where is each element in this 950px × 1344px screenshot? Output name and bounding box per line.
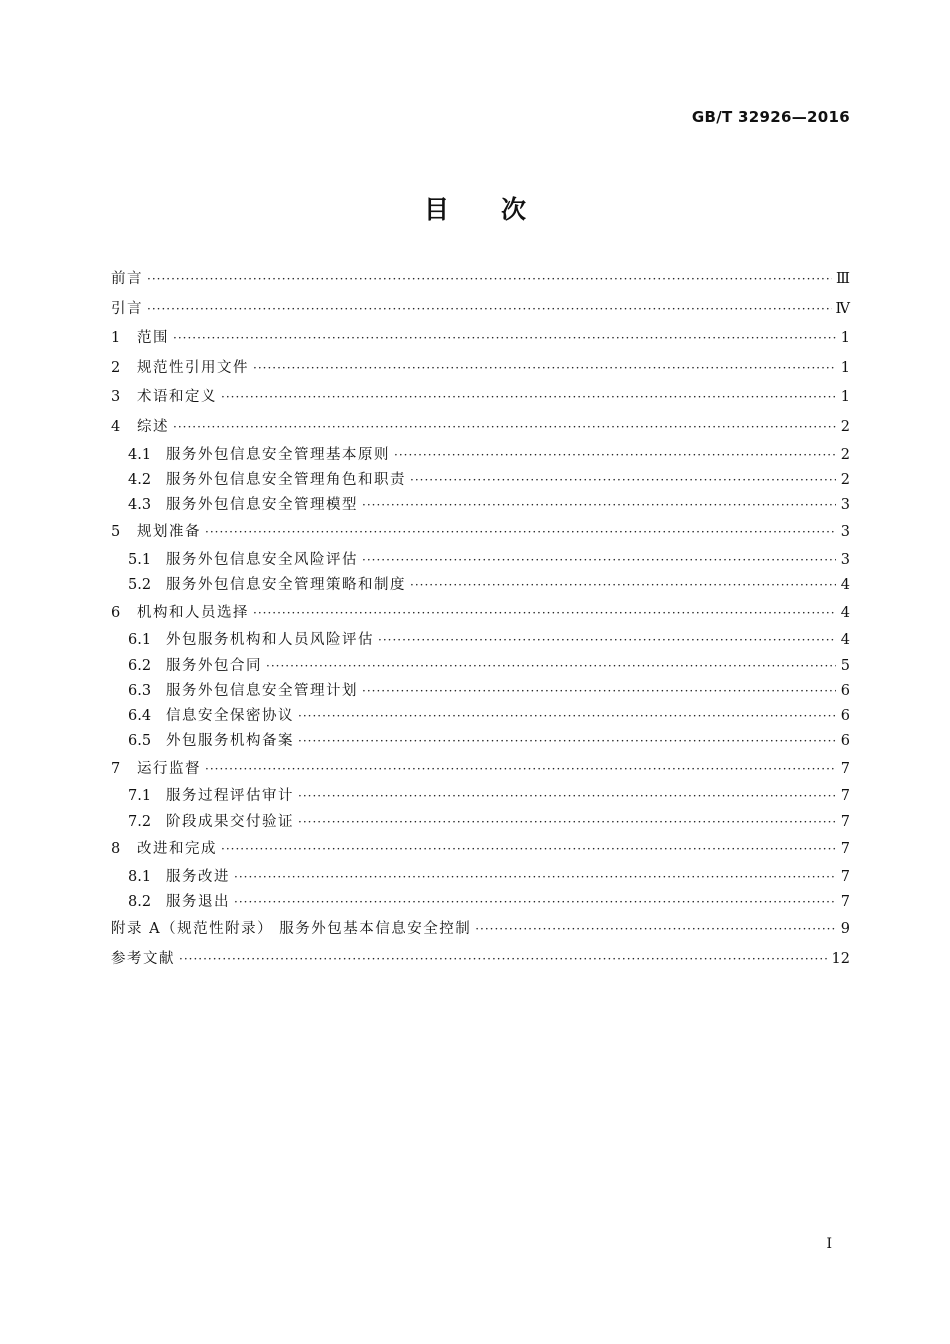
toc-entry[interactable]	[111, 468, 850, 493]
toc-entry-page: 5	[840, 657, 850, 674]
toc-entry-label: 综述	[137, 418, 169, 435]
toc-entry-label: 服务外包合同	[166, 657, 262, 674]
toc-entry-label: 服务外包信息安全管理角色和职责	[166, 471, 406, 488]
toc-entry-page: 7	[840, 813, 850, 830]
toc-leader-dots	[362, 493, 836, 518]
toc-leader-dots	[179, 945, 828, 975]
toc-leader-dots	[378, 628, 836, 653]
toc-entry[interactable]	[111, 493, 850, 518]
toc-entry-page: 4	[840, 577, 850, 594]
toc-entry-page: 3	[840, 497, 850, 514]
toc-entry-number: 6.2	[128, 657, 152, 674]
toc-entry-label: 改进和完成	[137, 840, 217, 857]
toc-entry-number: 6.5	[128, 733, 152, 750]
toc-entry-label: 服务外包信息安全管理模型	[166, 497, 358, 514]
toc-leader-dots	[298, 810, 836, 835]
toc-leader-dots	[173, 413, 836, 443]
document-code: GB/T 32926—2016	[691, 108, 850, 126]
toc-entry-number: 4.3	[128, 497, 152, 514]
toc-entry-label: 前言	[111, 271, 143, 287]
toc-entry-page: 3	[840, 524, 850, 541]
toc-leader-dots	[234, 890, 836, 915]
toc-entry-page: 12	[831, 950, 850, 967]
toc-entry-label: 外包服务机构备案	[166, 733, 294, 750]
toc-entry[interactable]	[111, 443, 850, 468]
toc-entry-number: 3	[111, 389, 121, 406]
toc-entry-page: 6	[840, 733, 850, 750]
toc-entry[interactable]	[111, 704, 850, 729]
toc-leader-dots	[394, 443, 836, 468]
toc-entry-number: 4.1	[128, 446, 152, 463]
toc-leader-dots	[362, 548, 836, 573]
toc-entry-page: Ⅲ	[836, 271, 850, 287]
toc-entry[interactable]	[111, 835, 850, 865]
toc-entry-page: 2	[840, 471, 850, 488]
toc-leader-dots	[266, 654, 836, 679]
toc-leader-dots	[234, 865, 836, 890]
toc-leader-dots	[221, 835, 836, 865]
toc-entry-page: 1	[840, 359, 850, 376]
page-number: Ⅰ	[826, 1236, 832, 1252]
toc-entry-number: 6.3	[128, 682, 152, 699]
toc-entry[interactable]	[111, 265, 850, 295]
toc-entry-page: 4	[840, 632, 850, 649]
table-of-contents	[111, 265, 850, 974]
toc-entry-label: 服务外包信息安全管理策略和制度	[166, 577, 406, 594]
toc-entry[interactable]	[111, 784, 850, 809]
toc-entry-number: 4	[111, 418, 121, 435]
toc-leader-dots	[410, 573, 836, 598]
toc-entry-number: 6	[111, 604, 121, 621]
toc-entry[interactable]	[111, 413, 850, 443]
toc-entry[interactable]	[111, 654, 850, 679]
toc-entry-page: 4	[840, 604, 850, 621]
toc-leader-dots	[362, 679, 836, 704]
toc-entry-number: 8.2	[128, 893, 152, 910]
toc-entry-label: 参考文献	[111, 950, 175, 967]
toc-entry-page: 7	[840, 893, 850, 910]
toc-entry[interactable]	[111, 679, 850, 704]
toc-entry-label: 范围	[137, 330, 169, 347]
toc-entry[interactable]	[111, 865, 850, 890]
toc-entry-number: 1	[111, 330, 121, 347]
toc-entry-number: 5.1	[128, 552, 152, 569]
toc-entry-page: 7	[840, 840, 850, 857]
toc-leader-dots	[205, 755, 836, 785]
toc-entry-page: 2	[840, 418, 850, 435]
toc-entry-number: 5.2	[128, 577, 152, 594]
toc-leader-dots	[173, 324, 836, 354]
toc-entry-label: 阶段成果交付验证	[166, 813, 294, 830]
toc-entry-number: 8.1	[128, 868, 152, 885]
toc-entry-label: 规划准备	[137, 524, 201, 541]
toc-entry-label: 服务外包信息安全管理计划	[166, 682, 358, 699]
toc-entry[interactable]	[111, 755, 850, 785]
toc-leader-dots	[475, 915, 836, 945]
toc-heading: 目次	[423, 195, 578, 224]
toc-leader-dots	[253, 354, 836, 384]
toc-entry-label: 机构和人员选择	[137, 604, 249, 621]
toc-entry-label: 服务退出	[166, 893, 230, 910]
toc-entry-number: 8	[111, 840, 121, 857]
toc-entry[interactable]	[111, 810, 850, 835]
toc-entry-number: 6.4	[128, 708, 152, 725]
toc-entry-number: 6.1	[128, 632, 152, 649]
toc-entry-page: 6	[840, 682, 850, 699]
toc-entry-page: 7	[840, 788, 850, 805]
toc-entry-label: 服务过程评估审计	[166, 788, 294, 805]
toc-entry-number: 7.1	[128, 788, 152, 805]
toc-entry-page: 9	[840, 921, 850, 938]
toc-entry-page: 7	[840, 868, 850, 885]
toc-leader-dots	[410, 468, 836, 493]
toc-entry-label: 术语和定义	[137, 389, 217, 406]
toc-leader-dots	[298, 729, 836, 754]
toc-entry[interactable]	[111, 915, 850, 945]
toc-entry-page: 3	[840, 552, 850, 569]
toc-entry[interactable]	[111, 383, 850, 413]
toc-entry-label: 服务改进	[166, 868, 230, 885]
toc-entry-label: 信息安全保密协议	[166, 708, 294, 725]
toc-entry-label: 附录 A（规范性附录） 服务外包基本信息安全控制	[111, 921, 472, 938]
toc-entry-page: Ⅳ	[835, 300, 850, 317]
toc-entry-label: 运行监督	[137, 760, 201, 777]
toc-entry-number: 7	[111, 760, 121, 777]
toc-entry[interactable]	[111, 945, 850, 975]
toc-entry-label: 服务外包信息安全风险评估	[166, 552, 358, 569]
toc-entry[interactable]	[111, 295, 850, 325]
toc-entry-page: 2	[840, 446, 850, 463]
toc-entry-label: 引言	[111, 300, 143, 317]
toc-entry-label: 外包服务机构和人员风险评估	[166, 632, 374, 649]
toc-leader-dots	[298, 784, 836, 809]
toc-entry[interactable]	[111, 573, 850, 598]
toc-entry-number: 7.2	[128, 813, 152, 830]
toc-leader-dots	[147, 295, 832, 325]
toc-entry[interactable]	[111, 628, 850, 653]
toc-leader-dots	[221, 383, 836, 413]
toc-entry-number: 5	[111, 524, 121, 541]
toc-entry-page: 6	[840, 708, 850, 725]
toc-entry-page: 1	[840, 330, 850, 347]
toc-entry-number: 2	[111, 359, 121, 376]
toc-entry-page: 7	[840, 760, 850, 777]
toc-leader-dots	[253, 599, 836, 629]
toc-leader-dots	[147, 265, 832, 295]
toc-entry-page: 1	[840, 389, 850, 406]
toc-entry-number: 4.2	[128, 471, 152, 488]
toc-entry[interactable]	[111, 890, 850, 915]
toc-entry-label: 服务外包信息安全管理基本原则	[166, 446, 390, 463]
toc-entry[interactable]	[111, 548, 850, 573]
toc-entry[interactable]	[111, 354, 850, 384]
toc-entry-label: 规范性引用文件	[137, 359, 249, 376]
toc-leader-dots	[205, 518, 836, 548]
toc-entry[interactable]	[111, 518, 850, 548]
toc-entry[interactable]	[111, 729, 850, 754]
toc-leader-dots	[298, 704, 836, 729]
toc-entry[interactable]	[111, 324, 850, 354]
toc-entry[interactable]	[111, 599, 850, 629]
